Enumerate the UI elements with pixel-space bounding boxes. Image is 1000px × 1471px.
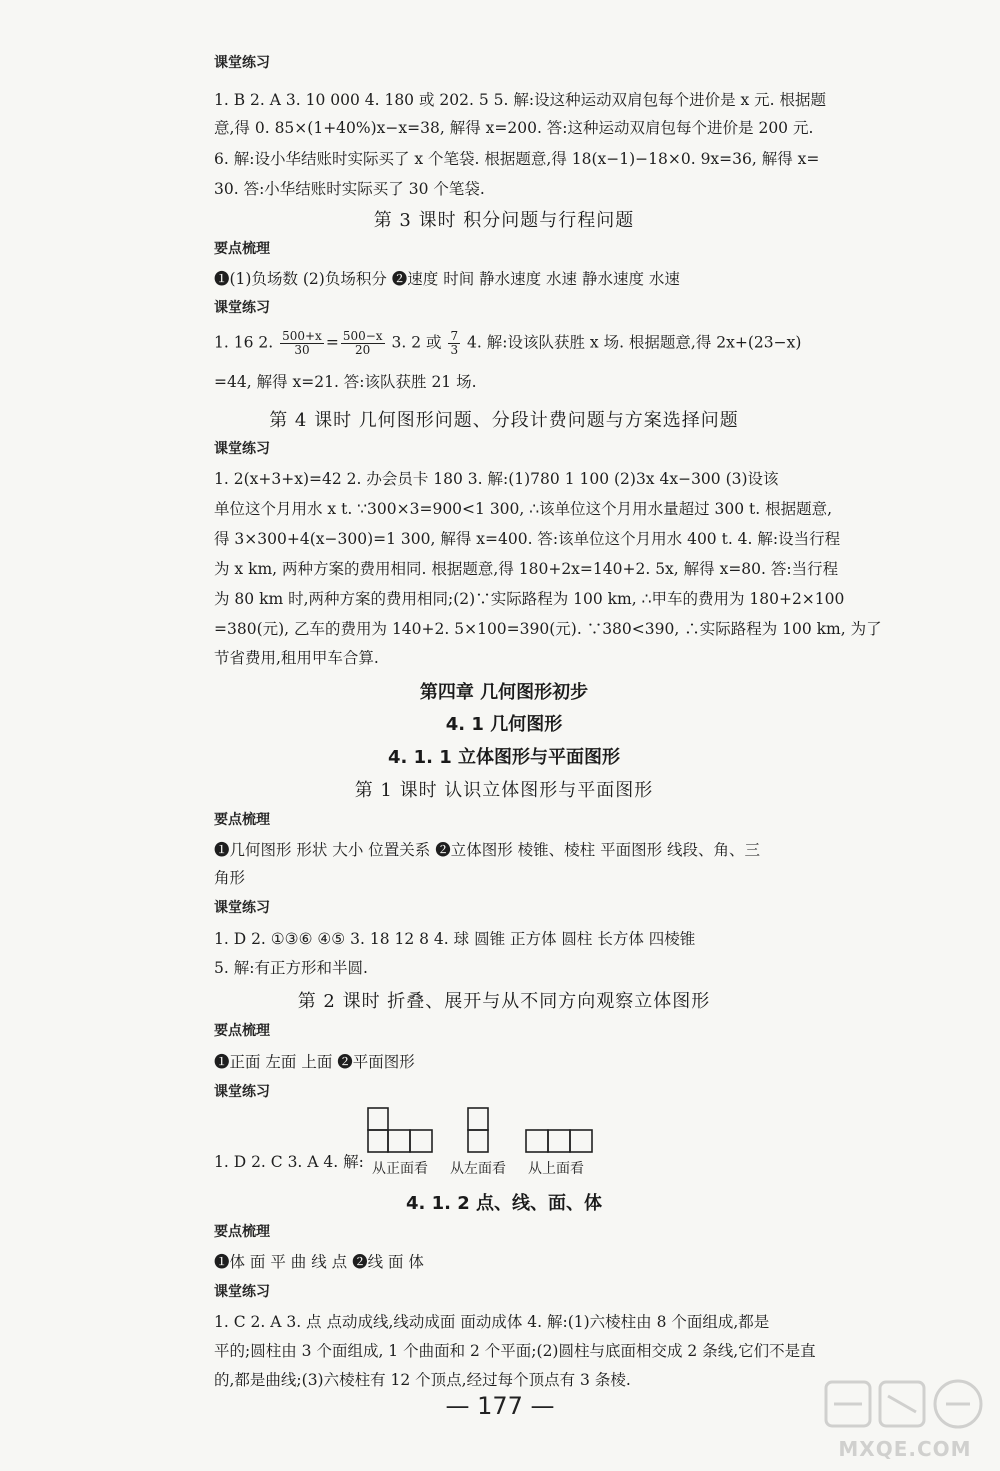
answer-line: =44, 解得 x=21. 答:该队获胜 21 场.	[214, 373, 477, 391]
label-key-points: 要点梳理	[214, 1224, 270, 1240]
top-view-square	[548, 1130, 570, 1152]
fraction-numerator: 7	[450, 329, 459, 343]
page-number: — 177 —	[445, 1392, 555, 1420]
answer-line: 为 80 km 时,两种方案的费用相同;(2)∵实际路程为 100 km, ∴甲车的费用为 180+2×100	[214, 590, 845, 608]
answer-line: 30. 答:小华结账时实际买了 30 个笔袋.	[214, 180, 485, 198]
answer-line: 5. 解:有正方形和半圆.	[214, 959, 368, 977]
watermark-logo	[820, 1378, 990, 1464]
fraction-denominator: 3	[450, 343, 459, 357]
label-key-points: 要点梳理	[214, 241, 270, 257]
answer-line: 得 3×300+4(x−300)=1 300, 解得 x=400. 答:该单位这个月用水 400 t. 4. 解:设当行程	[214, 530, 841, 548]
section-title-lesson-2: 第 2 课时 折叠、展开与从不同方向观察立体图形	[297, 991, 711, 1012]
left-view-square	[468, 1108, 488, 1130]
answer-line: 1. C 2. A 3. 点 点动成线,线动成面 面动成体 4. 解:(1)六棱柱由 8 个面组成,都是	[214, 1313, 770, 1331]
subsection-heading: 4. 1. 2 点、线、面、体	[405, 1193, 603, 1214]
label-classroom-practice: 课堂练习	[214, 1084, 270, 1100]
fraction-numerator: 500+x	[282, 329, 322, 343]
front-view-square	[368, 1108, 388, 1130]
section-heading: 4. 1 几何图形	[445, 714, 563, 735]
section-title-lesson-4: 第 4 课时 几何图形问题、分段计费问题与方案选择问题	[269, 410, 739, 431]
equals-sign: =	[325, 333, 339, 352]
answer-text: 4. 解:设该队获胜 x 场. 根据题意,得 2x+(23−x)	[467, 333, 802, 352]
caption-top-view: 从上面看	[528, 1161, 584, 1177]
fraction	[280, 330, 324, 357]
answer-line-with-fractions	[214, 329, 802, 357]
caption-left-view: 从左面看	[450, 1161, 506, 1177]
answer-text: 3. 2 或	[391, 333, 442, 352]
answer-line: 节省费用,租用甲车合算.	[214, 649, 379, 667]
fraction-numerator: 500−x	[342, 329, 383, 343]
chapter-title: 第四章 几何图形初步	[419, 682, 589, 703]
label-classroom-practice: 课堂练习	[214, 900, 270, 916]
subsection-heading: 4. 1. 1 立体图形与平面图形	[387, 747, 621, 768]
label-classroom-practice: 课堂练习	[214, 1284, 270, 1300]
key-points-line: ❶(1)负场数 (2)负场积分 ❷速度 时间 静水速度 水速 静水速度 水速	[214, 270, 680, 288]
answer-line: =380(元), 乙车的费用为 140+2. 5×100=390(元). ∵380<390, ∴实际路程为 100 km, 为了	[214, 620, 882, 638]
answer-line: 平的;圆柱由 3 个面组成, 1 个曲面和 2 个平面;(2)圆柱与底面相交成 2 条线,它们不是直	[214, 1342, 816, 1360]
label-classroom-practice: 课堂练习	[214, 441, 270, 457]
caption-front-view: 从正面看	[372, 1161, 428, 1177]
section-title-lesson-3: 第 3 课时 积分问题与行程问题	[373, 210, 635, 231]
fraction-denominator: 30	[294, 343, 310, 357]
answer-line: 1. D 2. C 3. A 4. 解:	[214, 1153, 364, 1171]
answer-line: 1. B 2. A 3. 10 000 4. 180 或 202. 5 5. 解:设这种运动双肩包每个进价是 x 元. 根据题	[214, 91, 827, 109]
answer-line: 意,得 0. 85×(1+40%)x−x=38, 解得 x=200. 答:这种运动双肩包每个进价是 200 元.	[214, 119, 814, 137]
key-points-line: ❶体 面 平 曲 线 点 ❷线 面 体	[214, 1253, 424, 1271]
left-view-square	[468, 1130, 488, 1152]
key-points-line: ❶几何图形 形状 大小 位置关系 ❷立体图形 棱锥、棱柱 平面图形 线段、角、三	[214, 841, 760, 859]
fraction	[448, 330, 460, 357]
answer-line: 1. 2(x+3+x)=42 2. 办会员卡 180 3. 解:(1)780 1 100 (2)3x 4x−300 (3)设该	[214, 470, 779, 488]
label-key-points: 要点梳理	[214, 812, 270, 828]
answer-line: 单位这个月用水 x t. ∵300×3=900<1 300, ∴该单位这个月用水量超过 300 t. 根据题意,	[214, 500, 833, 518]
label-key-points: 要点梳理	[214, 1023, 270, 1039]
front-view-square	[410, 1130, 432, 1152]
key-points-line: ❶正面 左面 上面 ❷平面图形	[214, 1053, 415, 1071]
top-view-square	[570, 1130, 592, 1152]
fraction-denominator: 20	[355, 343, 371, 357]
answer-line: 的,都是曲线;(3)六棱柱有 12 个顶点,经过每个顶点有 3 条棱.	[214, 1371, 631, 1389]
front-view-square	[368, 1130, 388, 1152]
answer-text: 1. 16 2.	[214, 333, 274, 352]
svg-text:MXQE.COM: MXQE.COM	[838, 1437, 972, 1461]
front-view-square	[388, 1130, 410, 1152]
watermark-graphic	[820, 1378, 990, 1464]
answer-line: 为 x km, 两种方案的费用相同. 根据题意,得 180+2x=140+2. 5x, 解得 x=80. 答:当行程	[214, 560, 839, 578]
label-classroom-practice: 课堂练习	[214, 55, 270, 71]
three-views-figure	[360, 1106, 600, 1178]
answer-line: 1. D 2. ①③⑥ ④⑤ 3. 18 12 8 4. 球 圆锥 正方体 圆柱 长方体 四棱锥	[214, 930, 696, 948]
key-points-line: 角形	[214, 869, 246, 887]
top-view-square	[526, 1130, 548, 1152]
section-title-lesson-1: 第 1 课时 认识立体图形与平面图形	[354, 780, 654, 801]
fraction	[341, 330, 385, 357]
label-classroom-practice: 课堂练习	[214, 300, 270, 316]
three-views-drawing	[360, 1106, 600, 1162]
answer-line: 6. 解:设小华结账时实际买了 x 个笔袋. 根据题意,得 18(x−1)−18×0. 9x=36, 解得 x=	[214, 150, 820, 168]
